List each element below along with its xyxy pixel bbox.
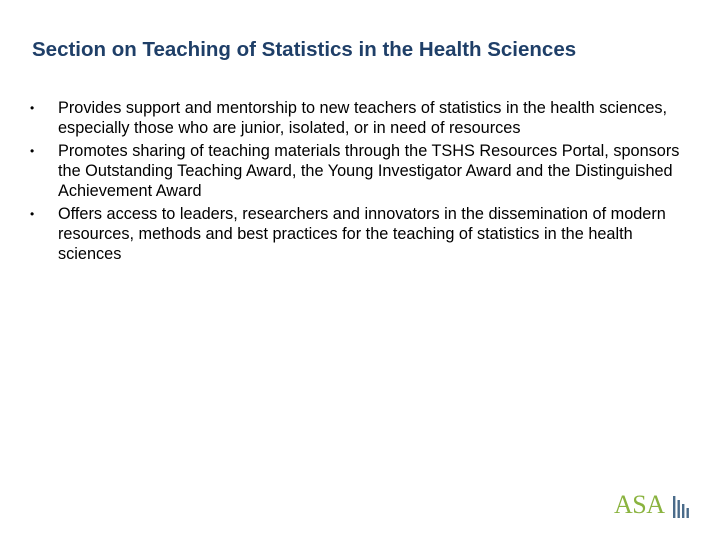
slide-title: Section on Teaching of Statistics in the Health Sciences bbox=[32, 38, 577, 61]
bullet-icon: • bbox=[30, 144, 35, 158]
asa-logo bbox=[614, 490, 694, 520]
bullet-icon: • bbox=[30, 207, 35, 221]
asa-logo-text: ASA bbox=[614, 490, 665, 519]
bullet-item bbox=[28, 141, 688, 201]
bullet-icon: • bbox=[30, 101, 35, 115]
asa-bars-icon bbox=[672, 490, 692, 520]
bullet-text: Promotes sharing of teaching materials through the TSHS Resources Portal, sponsors the Outstanding Teaching Award, the Young Investigator Award and the Distinguished Achievement Award bbox=[58, 142, 680, 200]
bullet-text: Provides support and mentorship to new teachers of statistics in the health sciences, especially those who are junior, isolated, or in need of resources bbox=[58, 99, 668, 137]
bullet-item bbox=[28, 204, 688, 264]
bullet-text: Offers access to leaders, researchers and innovators in the dissemination of modern resources, methods and best practices for the teaching of statistics in the health sciences bbox=[58, 205, 666, 263]
bullet-item bbox=[28, 98, 688, 138]
bullet-list bbox=[28, 98, 688, 267]
